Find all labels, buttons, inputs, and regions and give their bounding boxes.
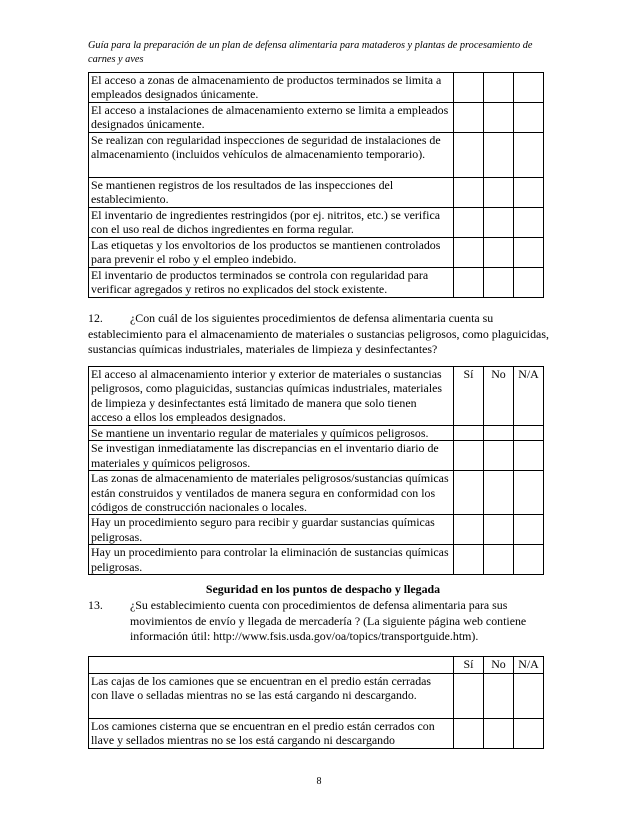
table-row <box>89 267 544 297</box>
checkbox-si[interactable] <box>454 515 484 545</box>
checkbox-no[interactable] <box>484 545 514 575</box>
checkbox-si[interactable] <box>454 471 484 515</box>
checkbox-si[interactable] <box>454 207 484 237</box>
storage-checklist-table <box>88 72 544 298</box>
question-cell: El acceso a zonas de almacenamiento de productos terminados se limita a empleados designados únicamente. <box>89 73 454 103</box>
checkbox-na[interactable] <box>514 132 544 177</box>
question-cell: El acceso a instalaciones de almacenamiento externo se limita a empleados designados únicamente. <box>89 102 454 132</box>
question-text: ¿Su establecimiento cuenta con procedimientos de defensa alimentaria para sus movimientos de envío y llegada de mercadería ? (La siguiente página web contiene información útil: http://www.fsis.usda.gov/oa/topics/transportguide.htm). <box>130 598 527 643</box>
question-cell: Se realizan con regularidad inspecciones de seguridad de instalaciones de almacenamiento (incluidos vehículos de almacenamiento temporario). <box>89 132 454 177</box>
page-header: Guía para la preparación de un plan de defensa alimentaria para mataderos y plantas de procesamiento de carnes y aves <box>88 40 533 65</box>
question-cell: Las cajas de los camiones que se encuentran en el predio están cerradas con llave o selladas mientras no se las está cargando ni descargando. <box>89 674 454 719</box>
checkbox-na[interactable] <box>514 237 544 267</box>
checkbox-na[interactable] <box>514 471 544 515</box>
table-row <box>89 719 544 749</box>
question-cell: Los camiones cisterna que se encuentran en el predio están cerrados con llave y sellados mientras no se los está cargando ni descargando <box>89 719 454 749</box>
table-row <box>89 674 544 719</box>
question-cell: El acceso al almacenamiento interior y exterior de materiales o sustancias peligrosos, como plaguicidas, sustancias químicas industriales, materiales de limpieza y desinfectantes está limitado de manera que solo tienen acceso a ellos los empleados designados. <box>89 367 454 426</box>
header-na: N/A <box>514 657 544 674</box>
checkbox-si[interactable] <box>454 237 484 267</box>
checkbox-no[interactable] <box>484 471 514 515</box>
question-cell: Las zonas de almacenamiento de materiales peligrosos/sustancias químicas están construidos y ventilados de manera segura en conformidad con los códigos de construcción nacionales o locales. <box>89 471 454 515</box>
checkbox-na[interactable] <box>514 719 544 749</box>
question-cell: Hay un procedimiento para controlar la eliminación de sustancias químicas peligrosas. <box>89 545 454 575</box>
checkbox-si[interactable] <box>454 674 484 719</box>
checkbox-si[interactable] <box>454 132 484 177</box>
page-number: 8 <box>316 776 322 787</box>
checkbox-na[interactable] <box>514 207 544 237</box>
table-row <box>89 426 544 441</box>
table-row <box>89 102 544 132</box>
checkbox-no[interactable] <box>484 426 514 441</box>
table-row <box>89 132 544 177</box>
checkbox-no[interactable] <box>484 674 514 719</box>
table-row <box>89 471 544 515</box>
checkbox-si[interactable] <box>454 426 484 441</box>
checkbox-si[interactable] <box>454 177 484 207</box>
header-si: Sí <box>454 657 484 674</box>
checkbox-na[interactable] <box>514 515 544 545</box>
checkbox-si[interactable] <box>454 267 484 297</box>
table-row <box>89 73 544 103</box>
checkbox-no[interactable] <box>484 441 514 471</box>
table-row <box>89 367 544 426</box>
header-no: No <box>484 657 514 674</box>
question-cell: Hay un procedimiento seguro para recibir y guardar sustancias químicas peligrosas. <box>89 515 454 545</box>
table-row <box>89 545 544 575</box>
header-blank-cell <box>89 657 454 674</box>
checkbox-no[interactable] <box>484 515 514 545</box>
question-cell: Las etiquetas y los envoltorios de los productos se mantienen controlados para prevenir el robo y el empleo indebido. <box>89 237 454 267</box>
checkbox-no[interactable] <box>484 102 514 132</box>
question-number: 13. <box>88 598 103 612</box>
checkbox-no[interactable] <box>484 207 514 237</box>
checkbox-na[interactable] <box>514 267 544 297</box>
checkbox-no[interactable] <box>484 73 514 103</box>
question-cell: Se mantienen registros de los resultados de las inspecciones del establecimiento. <box>89 177 454 207</box>
checkbox-na[interactable] <box>514 674 544 719</box>
question-cell: Se mantiene un inventario regular de materiales y químicos peligrosos. <box>89 426 454 441</box>
table-row <box>89 515 544 545</box>
question-text: ¿Con cuál de los siguientes procedimientos de defensa alimentaria cuenta su establecimiento para el almacenamiento de materiales o sustancias peligrosos, como plaguicidas, sustancias químicas industriales, materiales de limpieza y desinfectantes? <box>88 311 549 356</box>
header-si: Sí <box>454 367 484 426</box>
table-row <box>89 237 544 267</box>
table-row <box>89 657 544 674</box>
question-number: 12. <box>88 311 103 325</box>
question-12 <box>88 311 558 358</box>
checkbox-no[interactable] <box>484 237 514 267</box>
section-title: Seguridad en los puntos de despacho y llegada <box>205 582 441 596</box>
checkbox-si[interactable] <box>454 545 484 575</box>
checkbox-na[interactable] <box>514 102 544 132</box>
checkbox-no[interactable] <box>484 177 514 207</box>
checkbox-si[interactable] <box>454 102 484 132</box>
table-row <box>89 207 544 237</box>
table-row <box>89 441 544 471</box>
checkbox-na[interactable] <box>514 177 544 207</box>
checkbox-na[interactable] <box>514 73 544 103</box>
checkbox-na[interactable] <box>514 545 544 575</box>
table-row <box>89 177 544 207</box>
question-cell: El inventario de ingredientes restringidos (por ej. nitritos, etc.) se verifica con el uso real de dichos ingredientes en forma regular. <box>89 207 454 237</box>
shipping-receiving-table <box>88 656 544 749</box>
checkbox-no[interactable] <box>484 267 514 297</box>
checkbox-no[interactable] <box>484 719 514 749</box>
hazardous-materials-table <box>88 366 544 575</box>
checkbox-na[interactable] <box>514 441 544 471</box>
checkbox-na[interactable] <box>514 426 544 441</box>
checkbox-si[interactable] <box>454 441 484 471</box>
question-cell: Se investigan inmediatamente las discrepancias en el inventario diario de materiales y químicos peligrosos. <box>89 441 454 471</box>
header-no: No <box>484 367 514 426</box>
checkbox-si[interactable] <box>454 719 484 749</box>
question-cell: El inventario de productos terminados se controla con regularidad para verificar agregados y retiros no explicados del stock existente. <box>89 267 454 297</box>
checkbox-no[interactable] <box>484 132 514 177</box>
checkbox-si[interactable] <box>454 73 484 103</box>
header-na: N/A <box>514 367 544 426</box>
